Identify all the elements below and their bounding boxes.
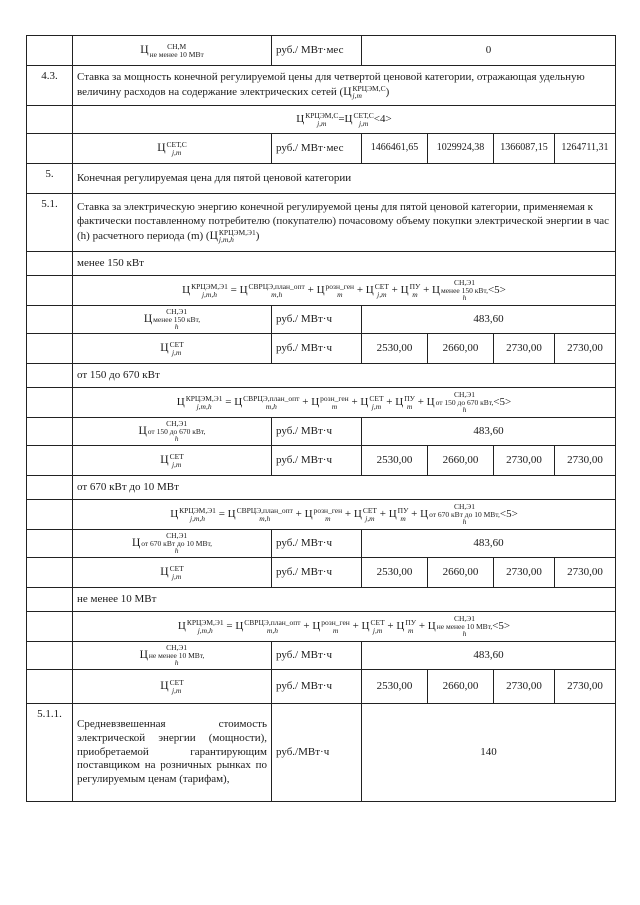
value-cell: 2730,00 [555,670,616,704]
group-formula-row [27,388,616,418]
symbol-cell: Ц СН,Э1 не менее 10 МВт, h [73,642,272,670]
row-5 [27,164,616,194]
symbol-cell: Ц СЕТ j,m [73,558,272,588]
value-cell: 1029924,38 [428,134,494,164]
section-text: Ставка за мощность конечной регулируемой цены для четвертой ценовой категории, отражающая удельную величину расходов на содержание электрических сетей (Ц КРЦЭМ,С j,m ) [73,66,616,106]
group-label-row [27,252,616,276]
row-4-3 [27,66,616,106]
value-cell: 0 [362,36,616,66]
symbol-cell: Ц СЕТ j,m [73,334,272,364]
value-cell: 2660,00 [428,670,494,704]
section-number: 5. [27,164,73,194]
group-set-row [27,558,616,588]
unit-cell: руб./МВт·ч [272,704,362,802]
group-sn-row [27,642,616,670]
group-set-row [27,334,616,364]
group-sn-row [27,418,616,446]
value-cell: 1264711,31 [555,134,616,164]
value-cell: 483,60 [362,306,616,334]
value-cell: 2530,00 [362,446,428,476]
value-cell: 1366087,15 [494,134,555,164]
unit-cell: руб./ МВт·мес [272,36,362,66]
value-cell: 2730,00 [494,334,555,364]
row-4-3-values [27,134,616,164]
unit-cell: руб./ МВт·ч [272,670,362,704]
empty-num-cell [27,36,73,66]
symbol-cell: Ц СН,Э1 от 670 кВт до 10 МВт, h [73,530,272,558]
section-text: Ставка за электрическую энергию конечной регулируемой цены для пятой ценовой категории, применяемая к фактически поставленному потребителю (покупателю) почасовому объему покупки электрической энергии в час (h) расчетного периода (m) (Ц КРЦЭМ,Э1 j,m,h ) [73,194,616,252]
value-cell: 2730,00 [494,558,555,588]
symbol-cell: Ц СН,М не менее 10 МВт [73,36,272,66]
section-number: 5.1. [27,194,73,252]
formula: Ц КРЦЭМ,Э1 j,m,h = Ц СВРЦЭ,план_опт m,h + Ц розн_ген m + Ц СЕТ j,m + Ц ПУ m + Ц СН,Э1 не менее 10 МВт, h <5> [73,612,616,642]
value-cell: 483,60 [362,642,616,670]
row-cn-m [27,36,616,66]
formula: Ц КРЦЭМ,Э1 j,m,h = Ц СВРЦЭ,план_опт m,h + Ц розн_ген m + Ц СЕТ j,m + Ц ПУ m + Ц СН,Э1 от 150 до 670 кВт, h <5> [73,388,616,418]
value-cell: 2530,00 [362,558,428,588]
symbol-cell: Ц СЕТ j,m [73,446,272,476]
value-cell: 2530,00 [362,334,428,364]
value-cell: 1466461,65 [362,134,428,164]
value-cell: 483,60 [362,418,616,446]
group-label: от 670 кВт до 10 МВт [73,476,616,500]
tariff-table [26,35,616,802]
group-sn-row [27,306,616,334]
value-cell: 2660,00 [428,446,494,476]
formula: Ц КРЦЭМ,Э1 j,m,h = Ц СВРЦЭ,план_опт m,h + Ц розн_ген m + Ц СЕТ j,m + Ц ПУ m + Ц СН,Э1 от 670 кВт до 10 МВт, h <5> [73,500,616,530]
formula: Ц КРЦЭМ,Э1 j,m,h = Ц СВРЦЭ,план_опт m,h + Ц розн_ген m + Ц СЕТ j,m + Ц ПУ m + Ц СН,Э1 менее 150 кВт, h <5> [73,276,616,306]
value-cell: 483,60 [362,530,616,558]
value-cell: 2660,00 [428,334,494,364]
value-cell: 2730,00 [494,446,555,476]
unit-cell: руб./ МВт·ч [272,418,362,446]
section-number: 5.1.1. [27,704,73,802]
row-4-3-formula [27,106,616,134]
group-formula-row [27,276,616,306]
value-cell: 140 [362,704,616,802]
group-label: не менее 10 МВт [73,588,616,612]
row-5-1 [27,194,616,252]
group-set-row [27,446,616,476]
symbol-cell: Ц СН,Э1 от 150 до 670 кВт, h [73,418,272,446]
symbol-cell: Ц СЕТ,С j,m [73,134,272,164]
unit-cell: руб./ МВт·ч [272,642,362,670]
group-label: менее 150 кВт [73,252,616,276]
symbol-cell: Ц СЕТ j,m [73,670,272,704]
unit-cell: руб./ МВт·ч [272,334,362,364]
unit-cell: руб./ МВт·ч [272,306,362,334]
unit-cell: руб./ МВт·ч [272,558,362,588]
group-set-row [27,670,616,704]
value-cell: 2530,00 [362,670,428,704]
value-cell: 2730,00 [555,446,616,476]
row-5-1-1 [27,704,616,802]
group-formula-row [27,612,616,642]
section-text: Конечная регулируемая цена для пятой ценовой категории [73,164,616,194]
value-cell: 2730,00 [494,670,555,704]
group-sn-row [27,530,616,558]
section-number: 4.3. [27,66,73,106]
group-label-row [27,364,616,388]
unit-cell: руб./ МВт·мес [272,134,362,164]
value-cell: 2730,00 [555,334,616,364]
group-label-row [27,588,616,612]
section-text: Средневзвешенная стоимость электрической энергии (мощности), приобретаемой гарантирующим поставщиком на розничных рынках по регулируемым ценам (тарифам), [73,704,272,802]
value-cell: 2660,00 [428,558,494,588]
symbol-cell: Ц СН,Э1 менее 150 кВт, h [73,306,272,334]
group-label: от 150 до 670 кВт [73,364,616,388]
group-label-row [27,476,616,500]
value-cell: 2730,00 [555,558,616,588]
unit-cell: руб./ МВт·ч [272,446,362,476]
unit-cell: руб./ МВт·ч [272,530,362,558]
formula: Ц КРЦЭМ,С j,m =Ц СЕТ,С j,m <4> [73,106,616,134]
group-formula-row [27,500,616,530]
